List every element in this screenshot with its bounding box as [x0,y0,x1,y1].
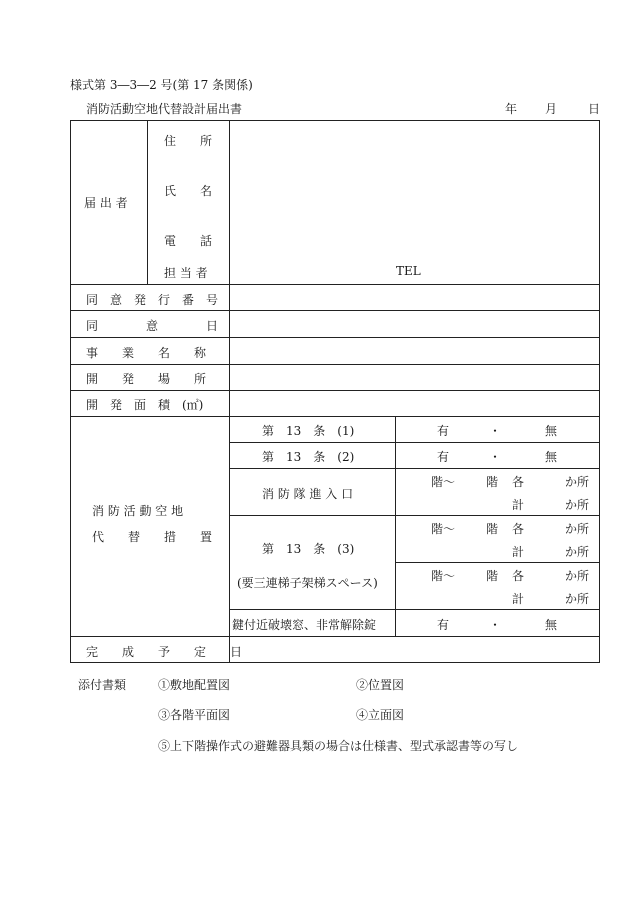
no-label-2: 無 [545,450,558,464]
ladder-space-label: (要三連梯子架梯スペース) [237,576,378,590]
attachments-label: 添付書類 [78,678,127,692]
yes-label-3: 有 [437,618,450,632]
places-3: か所 [565,569,590,583]
alt-label-line2: 代 替 措 置 [92,530,213,544]
address-label: 住 所 [164,134,213,148]
alt-label-line1: 消 防 活 動 空 地 [92,504,184,518]
no-label-3: 無 [545,618,558,632]
each-1: 各 [512,475,525,489]
floor-from-3: 階～ [431,569,456,583]
places-total-3: か所 [565,592,590,606]
total-2: 計 [512,545,525,559]
dev-area-label: 開 発 面 積 (㎡) [86,398,204,412]
places-total-2: か所 [565,545,590,559]
name-label: 氏 名 [164,184,213,198]
date-month-label: 月 [545,102,558,116]
places-2: か所 [565,522,590,536]
attachment-item-1: ①敷地配置図 [158,678,231,692]
dot-1: ・ [489,424,502,438]
floor-from-1: 階～ [431,475,456,489]
consent-date-label: 同 意 日 [86,319,219,333]
each-2: 各 [512,522,525,536]
floor-to-3: 階 [486,569,499,583]
form-number: 様式第 3―3―2 号(第 17 条関係) [70,78,253,92]
no-label-1: 無 [545,424,558,438]
date-day-label: 日 [588,102,601,116]
attachment-item-2: ②位置図 [356,678,405,692]
project-name-label: 事 業 名 称 [86,346,207,360]
total-1: 計 [512,498,525,512]
applicant-label: 届 出 者 [84,196,128,210]
dot-2: ・ [489,450,502,464]
phone-label: 電 話 [164,234,213,248]
total-3: 計 [512,592,525,606]
contact-label: 担 当 者 [164,266,208,280]
floor-to-2: 階 [486,522,499,536]
article-13-2-label: 第 13 条 (2) [262,450,355,464]
article-13-3-label: 第 13 条 (3) [262,542,355,556]
attachment-item-5: ⑤上下階操作式の避難器具類の場合は仕様書、型式承認書等の写し [158,739,519,753]
completion-date-label: 完 成 予 定 日 [86,645,243,659]
places-1: か所 [565,475,590,489]
dev-location-label: 開 発 場 所 [86,372,207,386]
date-year-label: 年 [505,102,518,116]
tel-label: TEL [396,264,421,278]
each-3: 各 [512,569,525,583]
attachment-item-3: ③各階平面図 [158,708,231,722]
yes-label-2: 有 [437,450,450,464]
places-total-1: か所 [565,498,590,512]
entrance-label: 消 防 隊 進 入 口 [262,487,354,501]
yes-label-1: 有 [437,424,450,438]
attachment-item-4: ④立面図 [356,708,405,722]
window-lock-label: 鍵付近破壊窓、非常解除錠 [232,618,377,632]
consent-number-label: 同 意 発 行 番 号 [86,293,219,307]
form-title: 消防活動空地代替設計届出書 [86,102,243,116]
floor-from-2: 階～ [431,522,456,536]
article-13-1-label: 第 13 条 (1) [262,424,355,438]
dot-3: ・ [489,618,502,632]
floor-to-1: 階 [486,475,499,489]
